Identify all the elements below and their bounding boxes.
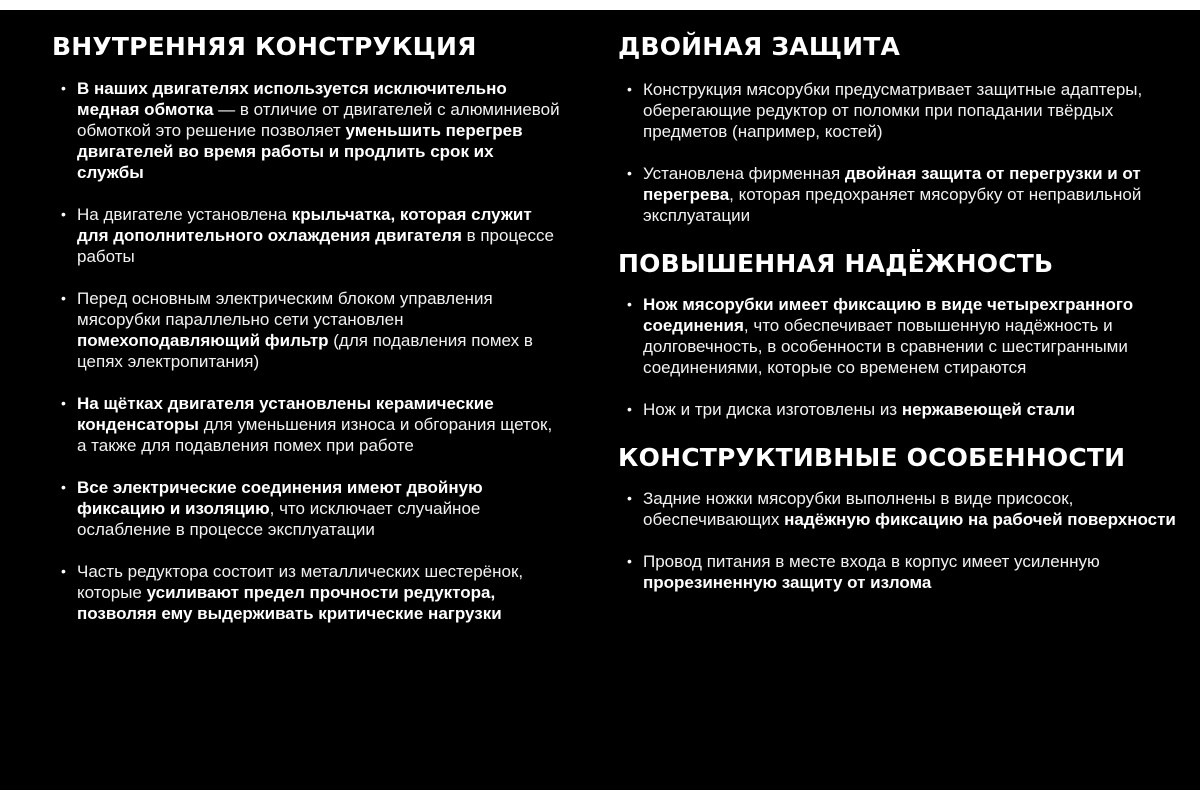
left-column	[52, 10, 562, 645]
list-item: • На щётках двигателя установлены керамические конденсаторы для уменьшения износа и обгорания щеток, а также для подавления помех при работе	[61, 394, 553, 455]
bullet-icon: •	[61, 290, 66, 306]
bullet-icon: •	[627, 296, 632, 312]
bullet-icon: •	[61, 479, 66, 495]
bullet-icon: •	[627, 553, 632, 569]
list-item: • На двигателе установлена крыльчатка, которая служит для дополнительного охлаждения двигателя в процессе работы	[61, 205, 554, 266]
list-item: • Перед основным электрическим блоком управления мясорубки параллельно сети установлен помехоподавляющий фильтр (для подавления помех в цепях электропитания)	[61, 289, 533, 371]
section-title-design-features: КОНСТРУКТИВНЫЕ ОСОБЕННОСТИ	[618, 443, 1126, 472]
feature-panel	[0, 10, 1200, 790]
bullet-icon: •	[627, 490, 632, 506]
section-title-internal-construction: ВНУТРЕННЯЯ КОНСТРУКЦИЯ	[52, 32, 477, 61]
reliability-list	[618, 294, 1178, 420]
list-item: • Установлена фирменная двойная защита от перегрузки и от перегрева, которая предохраняет мясорубку от неправильной эксплуатации	[627, 164, 1142, 225]
bullet-icon: •	[627, 165, 632, 181]
double-protection-list	[618, 79, 1178, 226]
list-item: • Провод питания в месте входа в корпус имеет усиленную прорезиненную защиту от излома	[627, 552, 1100, 592]
list-item: • Нож и три диска изготовлены из нержавеющей стали	[627, 400, 1076, 419]
list-item: • Конструкция мясорубки предусматривает защитные адаптеры, оберегающие редуктор от поломки при попадании твёрдых предметов (например, костей)	[627, 80, 1143, 141]
bullet-icon: •	[61, 80, 66, 96]
bullet-icon: •	[627, 401, 632, 417]
list-item: • В наших двигателях используется исключительно медная обмотка — в отличие от двигателей с алюминиевой обмоткой это решение позволяет уменьшить перегрев двигателей во время работы и продлить срок их службы	[61, 79, 560, 182]
design-features-list	[618, 488, 1178, 593]
section-title-reliability: ПОВЫШЕННАЯ НАДЁЖНОСТЬ	[618, 249, 1054, 278]
internal-construction-list	[52, 78, 562, 624]
list-item: • Часть редуктора состоит из металлических шестерёнок, которые усиливают предел прочности редуктора, позволяя ему выдерживать критические нагрузки	[61, 562, 524, 623]
bullet-icon: •	[627, 81, 632, 97]
bullet-icon: •	[61, 206, 66, 222]
list-item: • Все электрические соединения имеют двойную фиксацию и изоляцию, что исключает случайное ослабление в процессе эксплуатации	[61, 478, 483, 539]
right-column	[618, 10, 1178, 614]
list-item: • Задние ножки мясорубки выполнены в виде присосок, обеспечивающих надёжную фиксацию на рабочей поверхности	[627, 489, 1176, 529]
bullet-icon: •	[61, 563, 66, 579]
list-item: • Нож мясорубки имеет фиксацию в виде четырехгранного соединения, что обеспечивает повышенную надёжность и долговечность, в особенности в сравнении с шестигранными соединениями, которые со временем стираются	[627, 295, 1134, 377]
section-title-double-protection: ДВОЙНАЯ ЗАЩИТА	[618, 32, 901, 61]
bullet-icon: •	[61, 395, 66, 411]
